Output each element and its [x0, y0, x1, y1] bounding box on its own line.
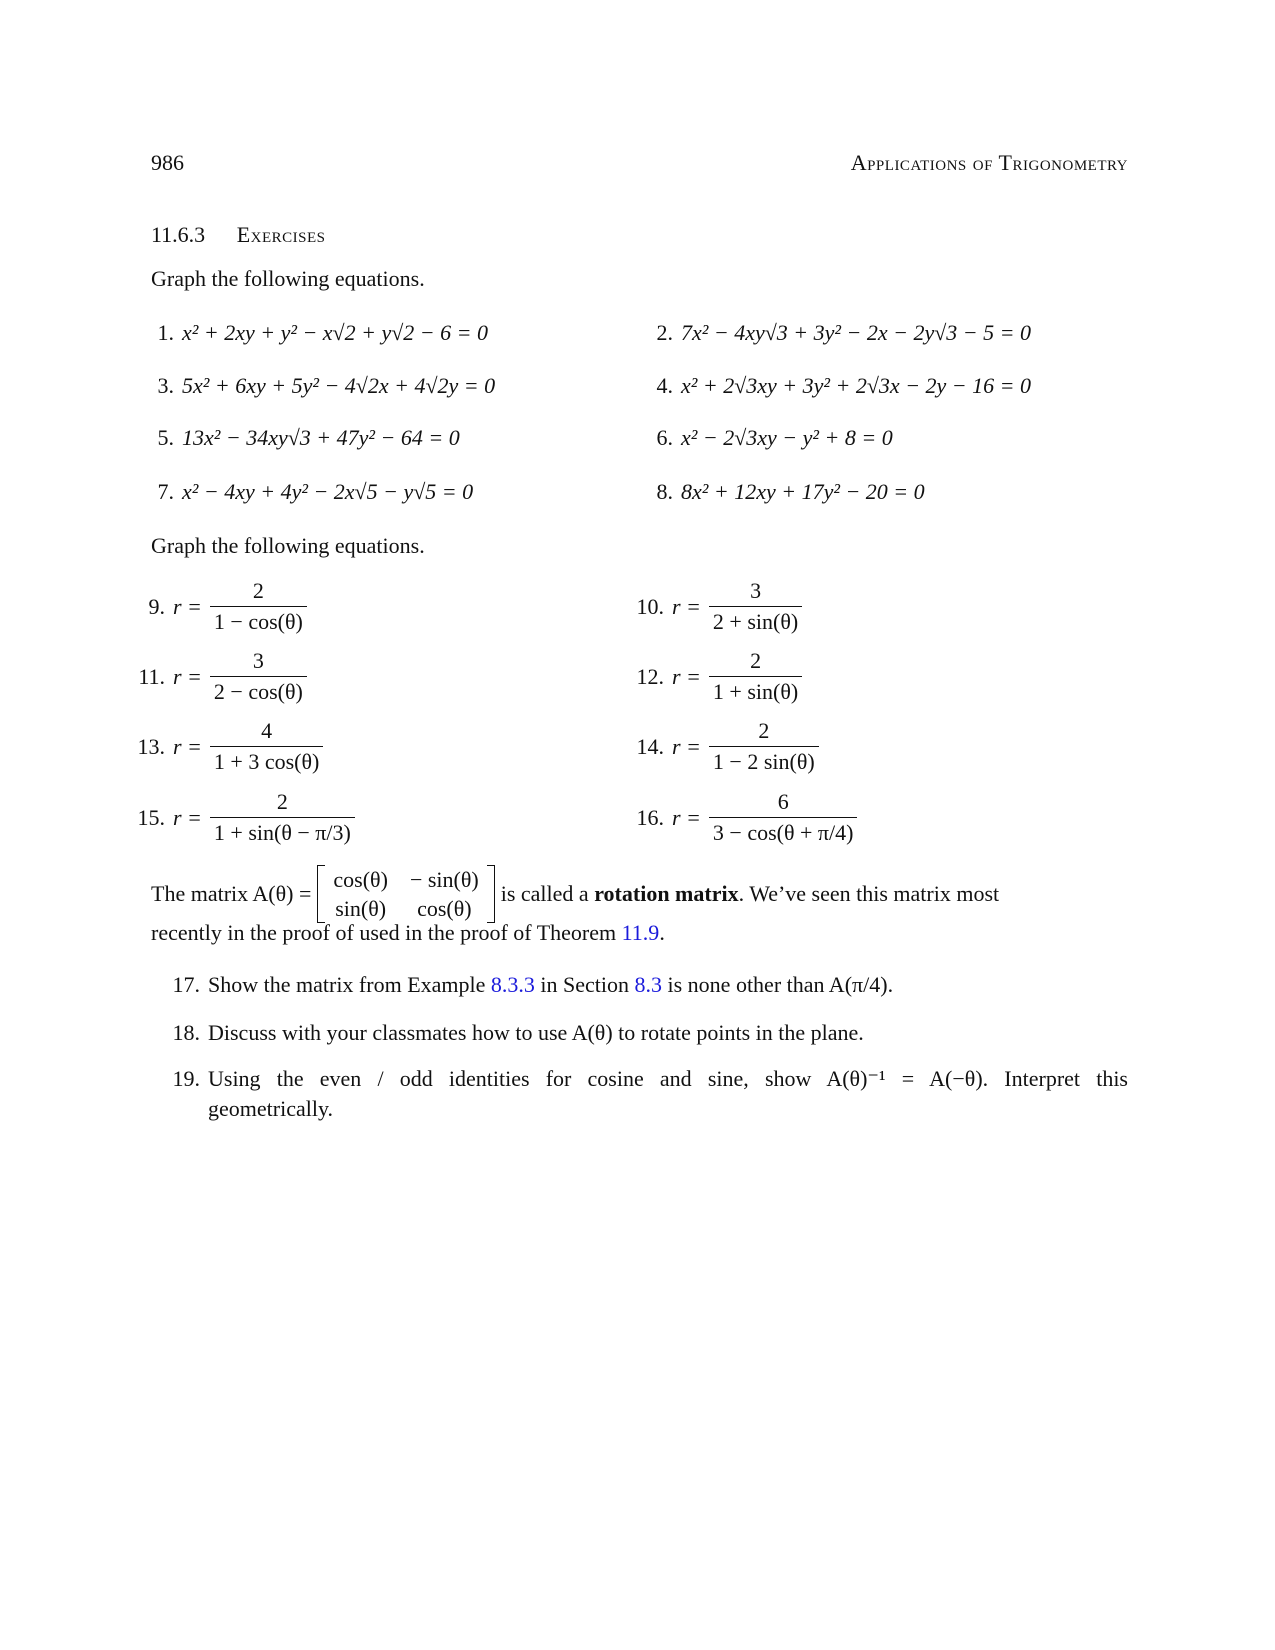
- denominator: 1 + 3 cos(θ): [210, 746, 323, 775]
- exercise-number: 7.: [157, 479, 174, 504]
- equation: 5x² + 6xy + 5y² − 4√2x + 4√2y = 0: [182, 373, 496, 398]
- fraction: [709, 718, 819, 775]
- numerator: 4: [261, 718, 273, 743]
- exercise-number: 19.: [172, 1066, 200, 1091]
- exercise-1: [132, 320, 488, 346]
- text: in Section: [540, 972, 629, 997]
- lhs: r =: [672, 593, 701, 619]
- exercise-9: [117, 578, 307, 635]
- exercise-7: [132, 479, 473, 505]
- equation: 7x² − 4xy√3 + 3y² − 2x − 2y√3 − 5 = 0: [681, 320, 1032, 345]
- equation: x² − 4xy + 4y² − 2x√5 − y√5 = 0: [182, 479, 474, 504]
- exercise-number: 10.: [636, 593, 664, 619]
- rotation-matrix: [317, 865, 494, 923]
- section-heading: [151, 222, 325, 248]
- text: is none other than A(π/4).: [667, 972, 894, 997]
- exercise-3: [132, 373, 495, 399]
- period: .: [659, 920, 665, 945]
- running-title: Applications of Trigonometry: [850, 150, 1128, 175]
- matrix-entry: cos(θ): [333, 867, 388, 892]
- matrix-prefix: The matrix A(θ) =: [151, 881, 312, 906]
- equation: x² + 2xy + y² − x√2 + y√2 − 6 = 0: [182, 320, 489, 345]
- denominator: 1 − 2 sin(θ): [709, 746, 819, 775]
- text: Show the matrix from Example: [208, 972, 486, 997]
- exercise-4: [631, 373, 1031, 399]
- text: Using the even / odd identities for cosine and sine, show A(θ)⁻¹ = A(−θ). Interpret this: [208, 1066, 1128, 1091]
- exercise-5: [132, 425, 460, 451]
- fraction: [709, 648, 802, 705]
- denominator: 2 − cos(θ): [210, 676, 307, 705]
- matrix-middle: is called a: [500, 881, 589, 906]
- exercise-number: 5.: [157, 425, 174, 450]
- numerator: 2: [750, 648, 762, 673]
- exercise-18: [158, 1020, 864, 1046]
- exercise-number: 6.: [656, 425, 673, 450]
- bold-term: rotation matrix: [594, 881, 739, 906]
- exercise-number: 18.: [172, 1020, 200, 1045]
- exercise-16: [616, 789, 857, 846]
- lhs: r =: [672, 663, 701, 689]
- exercise-number: 11.: [138, 663, 165, 689]
- exercise-19: [158, 1066, 1128, 1092]
- exercise-number: 13.: [137, 733, 165, 759]
- matrix-paragraph-line2: [151, 920, 665, 946]
- exercise-11: [117, 648, 307, 705]
- fraction: [709, 578, 802, 635]
- denominator: 1 + sin(θ − π/3): [210, 817, 355, 846]
- section-link[interactable]: 8.3: [634, 972, 662, 997]
- lhs: r =: [672, 804, 701, 830]
- lhs: r =: [672, 733, 701, 759]
- exercise-number: 16.: [636, 804, 664, 830]
- exercise-19-line2: geometrically.: [208, 1096, 334, 1121]
- matrix-paragraph: [151, 865, 999, 923]
- section-number: 11.6.3: [151, 222, 206, 247]
- section-title: Exercises: [236, 222, 326, 247]
- matrix-entry: − sin(θ): [409, 867, 479, 892]
- lhs: r =: [173, 733, 202, 759]
- exercise-number: 15.: [137, 804, 165, 830]
- denominator: 3 − cos(θ + π/4): [709, 817, 858, 846]
- numerator: 2: [276, 789, 288, 814]
- exercise-number: 9.: [148, 593, 165, 619]
- fraction: [210, 718, 323, 775]
- text: Discuss with your classmates how to use A(θ) to rotate points in the plane.: [208, 1020, 864, 1045]
- exercise-number: 3.: [157, 373, 174, 398]
- example-link[interactable]: 8.3.3: [490, 972, 535, 997]
- lhs: r =: [173, 804, 202, 830]
- intro-text-2: Graph the following equations.: [151, 533, 425, 558]
- exercise-number: 1.: [157, 320, 174, 345]
- exercise-number: 4.: [656, 373, 673, 398]
- matrix-entry: sin(θ): [335, 896, 387, 921]
- numerator: 2: [252, 578, 264, 603]
- numerator: 3: [750, 578, 762, 603]
- fraction: [210, 648, 307, 705]
- denominator: 1 + sin(θ): [709, 676, 802, 705]
- equation: 8x² + 12xy + 17y² − 20 = 0: [681, 479, 925, 504]
- denominator: 2 + sin(θ): [709, 606, 802, 635]
- exercise-number: 8.: [656, 479, 673, 504]
- exercise-6: [631, 425, 893, 451]
- theorem-link[interactable]: 11.9: [621, 920, 660, 945]
- denominator: 1 − cos(θ): [210, 606, 307, 635]
- equation: x² + 2√3xy + 3y² + 2√3x − 2y − 16 = 0: [681, 373, 1032, 398]
- exercise-number: 14.: [636, 733, 664, 759]
- numerator: 3: [252, 648, 264, 673]
- exercise-2: [631, 320, 1031, 346]
- fraction: [210, 789, 355, 846]
- exercise-12: [616, 648, 802, 705]
- exercise-17: [158, 972, 893, 998]
- line2-text: recently in the proof of used in the proof of Theorem: [151, 920, 617, 945]
- equation: x² − 2√3xy − y² + 8 = 0: [681, 425, 893, 450]
- exercise-14: [616, 718, 819, 775]
- lhs: r =: [173, 663, 202, 689]
- page-number: 986: [151, 150, 184, 175]
- matrix-entry: cos(θ): [417, 896, 472, 921]
- exercise-15: [117, 789, 355, 846]
- exercise-number: 12.: [636, 663, 664, 689]
- fraction: [709, 789, 858, 846]
- fraction: [210, 578, 307, 635]
- exercise-13: [117, 718, 323, 775]
- numerator: 6: [777, 789, 789, 814]
- exercise-8: [631, 479, 925, 505]
- lhs: r =: [173, 593, 202, 619]
- numerator: 2: [758, 718, 770, 743]
- exercise-number: 2.: [656, 320, 673, 345]
- matrix-suffix: . We’ve seen this matrix most: [738, 881, 1000, 906]
- exercise-10: [616, 578, 802, 635]
- equation: 13x² − 34xy√3 + 47y² − 64 = 0: [182, 425, 460, 450]
- exercise-number: 17.: [172, 972, 200, 997]
- intro-text: Graph the following equations.: [151, 266, 425, 291]
